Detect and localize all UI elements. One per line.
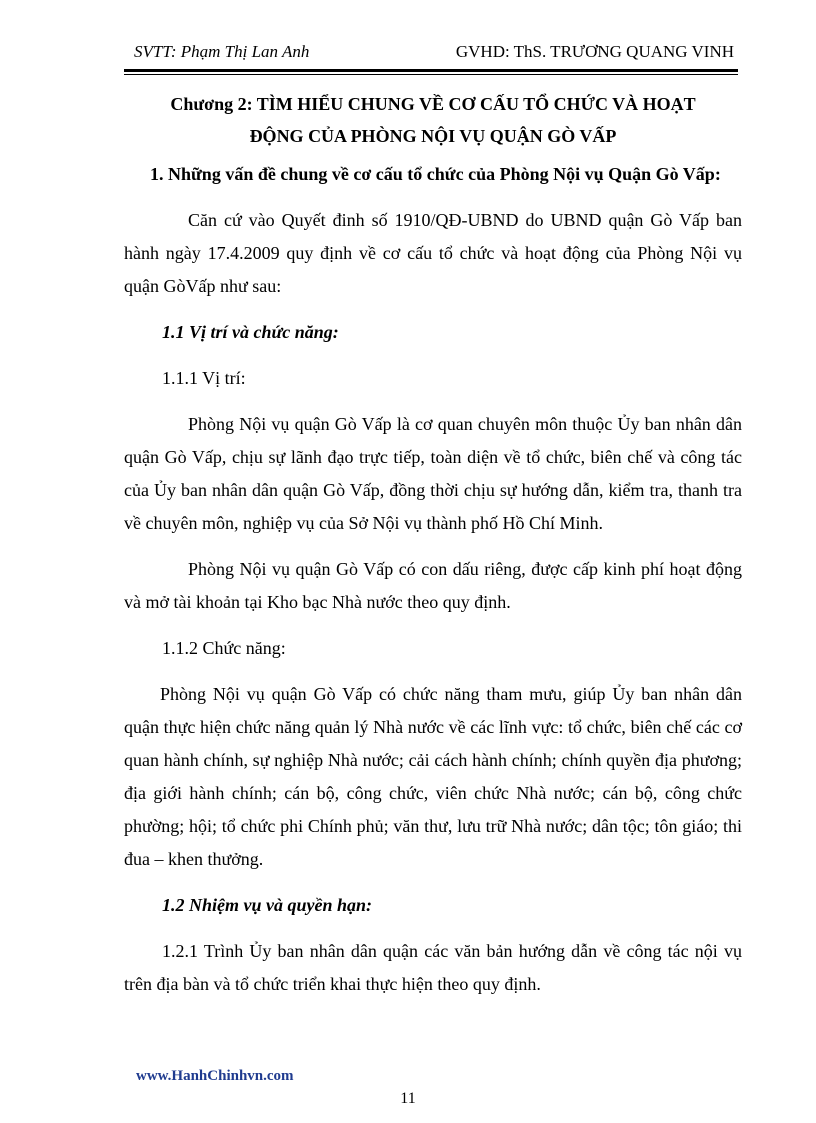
section-1-heading: 1. Những vấn đề chung về cơ cấu tổ chức của Phòng Nội vụ Quận Gò Vấp:	[150, 164, 721, 184]
intro-paragraph: Căn cứ vào Quyết đinh số 1910/QĐ-UBND do UBND quận Gò Vấp ban hành ngày 17.4.2009 quy định về cơ cấu tổ chức và hoạt động của Phòng Nội vụ quận GòVấp như sau:	[124, 210, 742, 296]
function-paragraph: Phòng Nội vụ quận Gò Vấp có chức năng tham mưu, giúp Ủy ban nhân dân quận thực hiện chức năng quản lý Nhà nước về các lĩnh vực: tổ chức, biên chế các cơ quan hành chính, sự nghiệp Nhà nước; cải cách hành chính; chính quyền địa phương; địa giới hành chính; cán bộ, công chức, viên chức Nhà nước; cán bộ, công chức phường; hội; tổ chức phi Chính phủ; văn thư, lưu trữ Nhà nước; dân tộc; tôn giáo; thi đua – khen thưởng.	[124, 684, 742, 869]
position-label: 1.1.1 Vị trí:	[162, 368, 246, 388]
page-number: 11	[400, 1090, 416, 1107]
position-paragraph-2: Phòng Nội vụ quận Gò Vấp có con dấu riêng, được cấp kinh phí hoạt động và mở tài khoản tại Kho bạc Nhà nước theo quy định.	[124, 559, 742, 612]
position-paragraph-1: Phòng Nội vụ quận Gò Vấp là cơ quan chuyên môn thuộc Ủy ban nhân dân quận Gò Vấp, chịu sự lãnh đạo trực tiếp, toàn diện về tổ chức, biên chế và công tác của Ủy ban nhân dân quận Gò Vấp, đồng thời chịu sự hướng dẫn, kiểm tra, thanh tra về chuyên môn, nghiệp vụ của Sở Nội vụ thành phố Hồ Chí Minh.	[124, 414, 742, 533]
student-name: SVTT: Phạm Thị Lan Anh	[134, 42, 310, 61]
advisor-name: GVHD: ThS. TRƯƠNG QUANG VINH	[455, 42, 734, 61]
chapter-title	[124, 88, 742, 152]
header-rule-thick	[124, 69, 738, 72]
chapter-title-line-1: Chương 2: TÌM HIỂU CHUNG VỀ CƠ CẤU TỔ CHỨC VÀ HOẠT	[170, 94, 696, 114]
section-1-1-heading: 1.1 Vị trí và chức năng:	[162, 322, 339, 342]
website-link[interactable]: www.HanhChinhvn.com	[136, 1068, 294, 1084]
page-body	[124, 88, 742, 1001]
chapter-title-line-2: ĐỘNG CỦA PHÒNG NỘI VỤ QUẬN GÒ VẤP	[249, 126, 617, 146]
page-header	[134, 42, 734, 66]
header-rule-thin	[124, 74, 738, 75]
duty-item-1: 1.2.1 Trình Ủy ban nhân dân quận các văn bản hướng dẫn về công tác nội vụ trên địa bàn và tổ chức triển khai thực hiện theo quy định.	[124, 941, 742, 994]
function-label: 1.1.2 Chức năng:	[162, 638, 286, 658]
section-1-2-heading: 1.2 Nhiệm vụ và quyền hạn:	[162, 895, 373, 915]
